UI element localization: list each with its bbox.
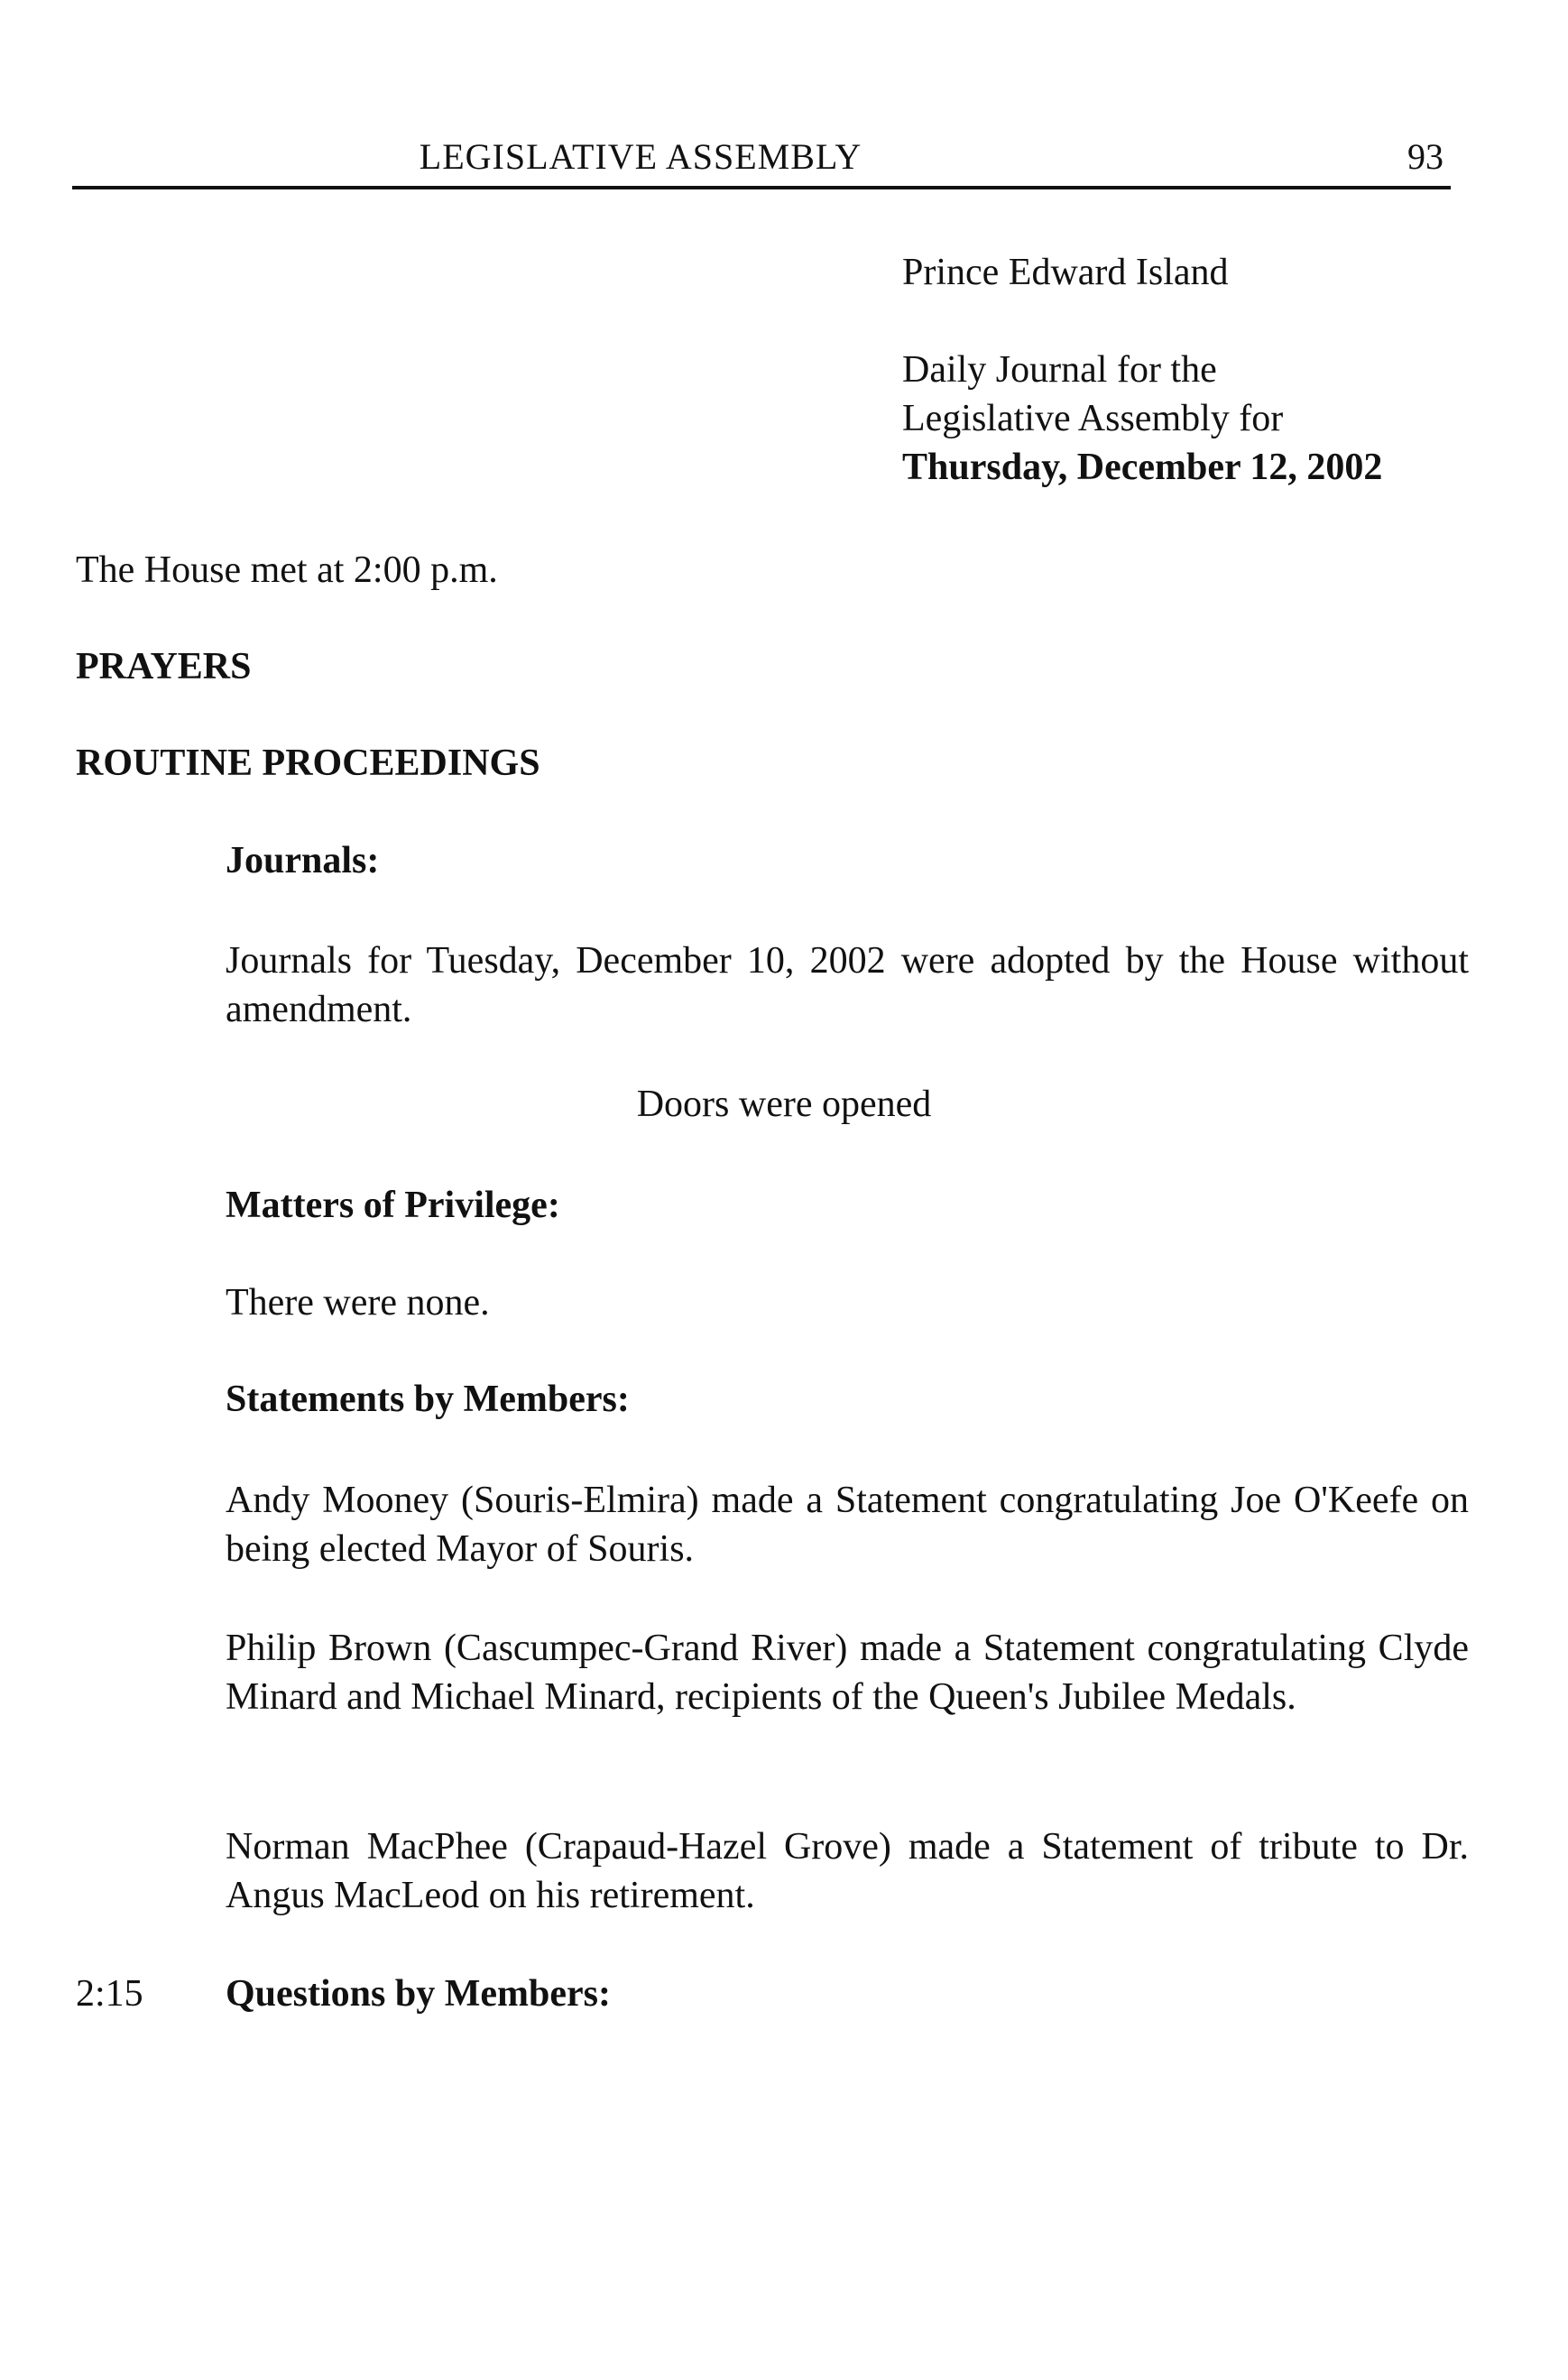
journal-date: Thursday, December 12, 2002 [902,447,1383,488]
privilege-heading: Matters of Privilege: [226,1185,560,1226]
prayers-heading: PRAYERS [76,646,252,687]
routine-proceedings-heading: ROUTINE PROCEEDINGS [76,743,540,784]
journal-line-2: Legislative Assembly for [902,398,1284,439]
doors-opened-text: Doors were opened [636,1084,932,1125]
time-marker: 2:15 [76,1973,143,2015]
journals-text: Journals for Tuesday, December 10, 2002 were adopted by the House without amendment. [226,940,1469,1030]
page-header-title: LEGISLATIVE ASSEMBLY [419,136,862,177]
house-met-text: The House met at 2:00 p.m. [76,549,498,591]
statement-item: Andy Mooney (Souris-Elmira) made a Statement congratulating Joe O'Keefe on being elected Mayor of Souris. [226,1480,1469,1570]
questions-heading: Questions by Members: [226,1973,611,2015]
page-number: 93 [1407,136,1443,177]
journals-heading: Journals: [226,840,380,881]
header-rule [72,186,1451,189]
province-name: Prince Edward Island [902,252,1229,293]
statement-item: Norman MacPhee (Crapaud-Hazel Grove) made a Statement of tribute to Dr. Angus MacLeod on his retirement. [226,1826,1469,1916]
privilege-text: There were none. [226,1282,490,1324]
statements-heading: Statements by Members: [226,1379,630,1420]
statement-item: Philip Brown (Cascumpec-Grand River) made a Statement congratulating Clyde Minard and Michael Minard, recipients of the Queen's Jubilee Medals. [226,1628,1469,1718]
journal-line-1: Daily Journal for the [902,349,1217,391]
